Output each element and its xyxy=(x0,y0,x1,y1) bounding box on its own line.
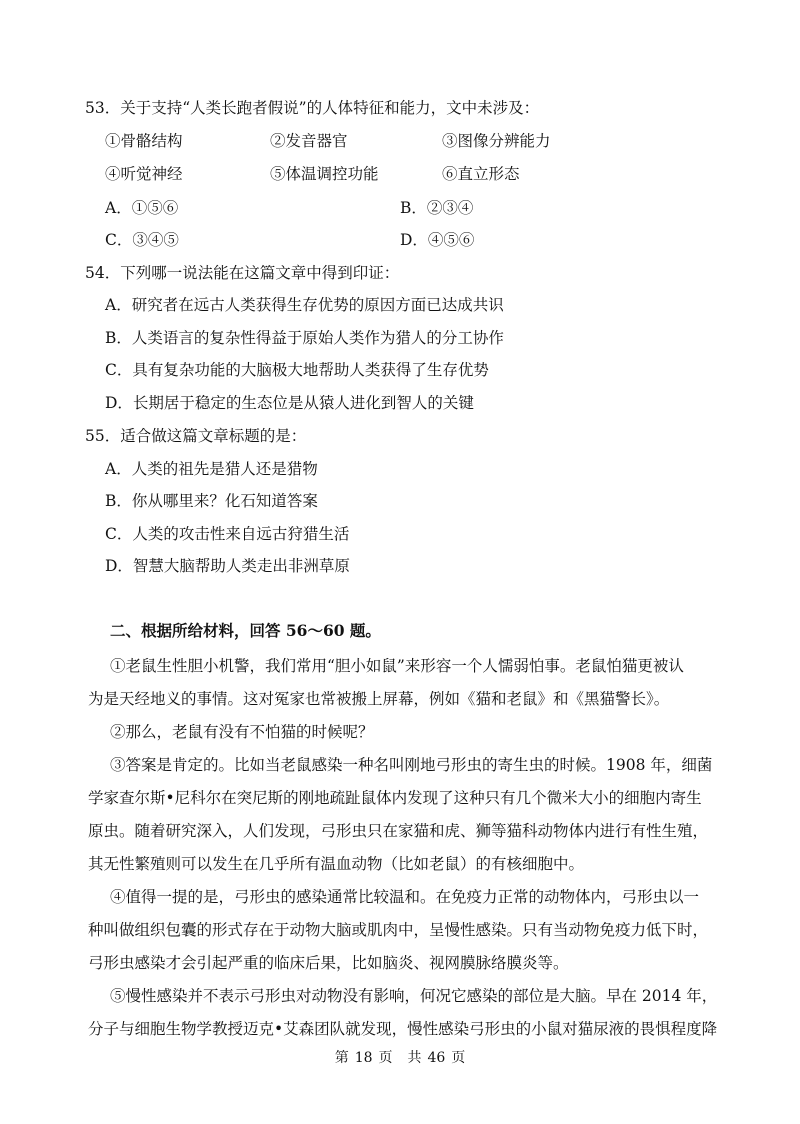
q55-option-c: C．人类的攻击性来自远古狩猎生活 xyxy=(105,525,350,543)
footer-suffix: 页 xyxy=(451,1050,466,1066)
footer-prefix: 第 xyxy=(334,1050,349,1066)
q55-option-d: D．智慧大脑帮助人类走出非洲草原 xyxy=(105,557,350,575)
passage-line: 为是天经地义的事情。这对冤家也常被搬上屏幕，例如《猫和老鼠》和《黑猫警长》。 xyxy=(88,690,670,708)
passage-line: ⑤慢性感染并不表示弓形虫对动物没有影响，何况它感染的部位是大脑。早在 2014 年， xyxy=(110,987,718,1005)
passage-line: 弓形虫感染才会引起严重的临床后果，比如脑炎、视网膜脉络膜炎等。 xyxy=(88,954,569,972)
q53-item-2: ②发音器官 xyxy=(270,132,348,150)
passage-line: 种叫做组织包囊的形式存在于动物大脑或肌肉中，呈慢性感染。只有当动物免疫力低下时， xyxy=(88,921,709,939)
q54-option-d: D．长期居于稳定的生态位是从猿人进化到智人的关键 xyxy=(105,394,474,412)
section-2-heading: 二、根据所给材料，回答 56～60 题。 xyxy=(110,621,381,640)
q53-item-3: ③图像分辨能力 xyxy=(442,132,551,150)
q53-item-6: ⑥直立形态 xyxy=(442,165,520,183)
passage-line: 原虫。随着研究深入，人们发现，弓形虫只在家猫和虎、狮等猫科动物体内进行有性生殖， xyxy=(88,822,709,840)
q54-option-b: B．人类语言的复杂性得益于原始人类作为猎人的分工协作 xyxy=(105,329,504,347)
footer-total-word: 共 xyxy=(407,1050,422,1066)
footer-total-pages: 46 xyxy=(427,1050,446,1066)
question-53-stem: 53．关于支持“人类长跑者假说”的人体特征和能力，文中未涉及： xyxy=(85,99,540,117)
q55-option-b: B．你从哪里来？化石知道答案 xyxy=(105,492,318,510)
q54-option-c: C．具有复杂功能的大脑极大地帮助人类获得了生存优势 xyxy=(105,361,489,379)
passage-line: ①老鼠生性胆小机警，我们常用“胆小如鼠”来形容一个人懦弱怕事。老鼠怕猫更被认 xyxy=(110,657,684,675)
passage-line: ④值得一提的是，弓形虫的感染通常比较温和。在免疫力正常的动物体内，弓形虫以一 xyxy=(110,888,700,906)
passage-line: ③答案是肯定的。比如当老鼠感染一种名叫刚地弓形虫的寄生虫的时候。1908 年，细菌 xyxy=(110,756,713,774)
q53-item-5: ⑤体温调控功能 xyxy=(270,165,379,183)
page-footer xyxy=(0,1048,800,1068)
passage-line: 分子与细胞生物学教授迈克•艾森团队就发现，慢性感染弓形虫的小鼠对猫尿液的畏惧程度降 xyxy=(88,1020,718,1038)
q53-option-c: C．③④⑤ xyxy=(105,231,179,249)
passage-line: 学家查尔斯•尼科尔在突尼斯的刚地疏趾鼠体内发现了这种只有几个微米大小的细胞内寄生 xyxy=(88,789,702,807)
footer-page-number: 18 xyxy=(354,1050,373,1066)
q53-option-d: D．④⑤⑥ xyxy=(400,231,475,249)
question-55-stem: 55．适合做这篇文章标题的是： xyxy=(85,427,307,445)
q54-option-a: A．研究者在远古人类获得生存优势的原因方面已达成共识 xyxy=(105,296,504,314)
q53-option-a: A．①⑤⑥ xyxy=(105,199,179,217)
q53-item-4: ④听觉神经 xyxy=(105,165,183,183)
footer-page-word: 页 xyxy=(378,1050,393,1066)
q53-option-b: B．②③④ xyxy=(400,199,474,217)
passage-line: 其无性繁殖则可以发生在几乎所有温血动物（比如老鼠）的有核细胞中。 xyxy=(88,855,585,873)
q55-option-a: A．人类的祖先是猎人还是猎物 xyxy=(105,460,318,478)
passage-line: ②那么，老鼠有没有不怕猫的时候呢？ xyxy=(110,723,374,741)
question-54-stem: 54．下列哪一说法能在这篇文章中得到印证： xyxy=(85,264,400,282)
q53-item-1: ①骨骼结构 xyxy=(105,132,183,150)
